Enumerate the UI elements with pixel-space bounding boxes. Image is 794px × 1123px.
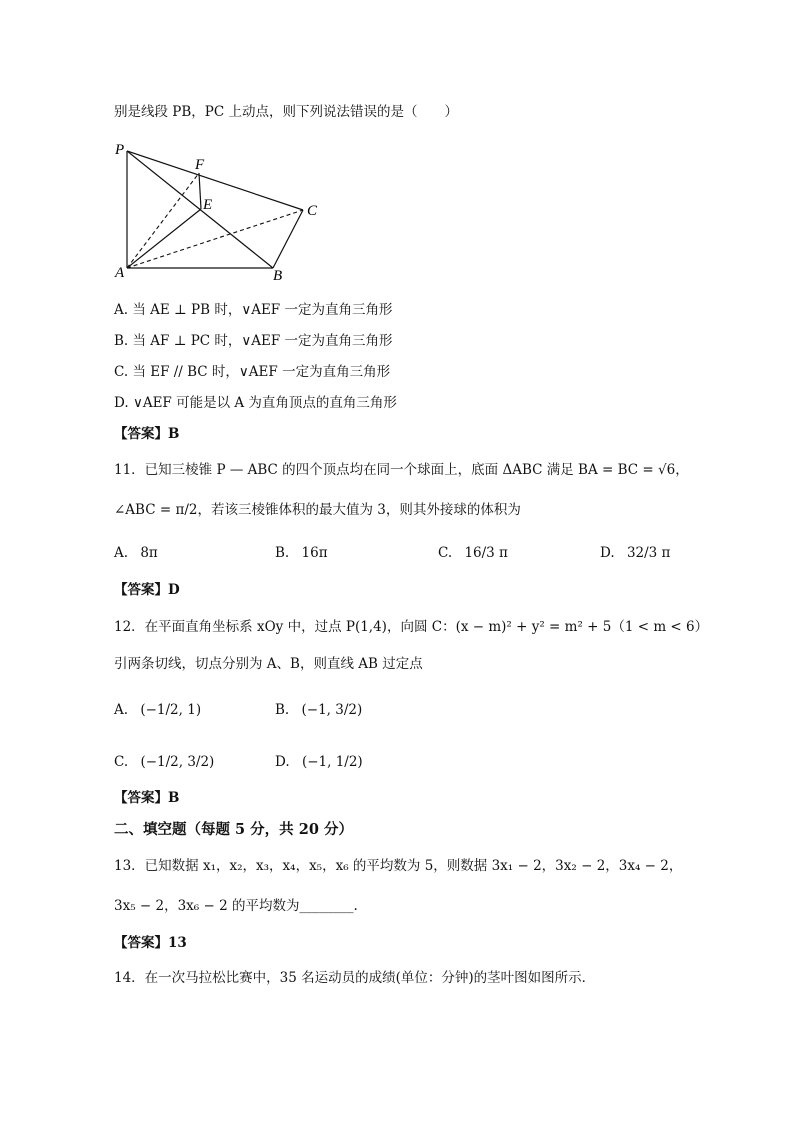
option-text: 8π <box>140 545 158 561</box>
option-text: 16/3 π <box>464 545 508 561</box>
q12-option-c <box>114 756 214 770</box>
q13-stem-line2: 3x₅ − 2，3x₆ − 2 的平均数为________. <box>114 898 358 914</box>
answer-value: 13 <box>168 935 187 951</box>
q12-answer <box>114 792 179 806</box>
q11-option-a <box>114 547 158 561</box>
q10-option-a <box>114 304 392 318</box>
section-title <box>114 823 353 838</box>
q10-stem-tail <box>114 106 458 120</box>
section-title-text: 二、填空题（每题 5 分，共 20 分） <box>114 821 353 838</box>
answer-label: 【答案】 <box>114 790 168 806</box>
q12-option-d <box>275 756 363 770</box>
option-letter: D. <box>114 395 129 411</box>
q10-option-b <box>114 335 393 349</box>
label-P: P <box>115 142 125 158</box>
answer-value: B <box>168 426 180 442</box>
q12-option-b <box>275 704 362 718</box>
q10-answer <box>114 428 179 442</box>
q13-line1 <box>114 860 682 874</box>
q10-option-d <box>114 397 397 411</box>
label-E: E <box>203 197 213 213</box>
answer-label: 【答案】 <box>114 935 168 951</box>
answer-label: 【答案】 <box>114 426 168 442</box>
option-text: 当 EF // BC 时，∨AEF 一定为直角三角形 <box>132 364 391 380</box>
q11-option-b <box>275 547 328 561</box>
option-letter: B. <box>275 702 290 718</box>
answer-label: 【答案】 <box>114 582 168 598</box>
q12-stem-line2: 引两条切线，切点分别为 A、B，则直线 AB 过定点 <box>114 656 423 672</box>
q12-line2 <box>114 658 423 672</box>
q14-stem-line1: 14．在一次马拉松比赛中，35 名运动员的成绩(单位：分钟)的茎叶图如图所示． <box>114 970 596 986</box>
q11-stem-line2: ∠ABC = π/2，若该三棱锥体积的最大值为 3，则其外接球的体积为 <box>114 502 521 518</box>
answer-value: B <box>168 790 180 806</box>
option-text: 当 AE ⊥ PB 时，∨AEF 一定为直角三角形 <box>132 302 393 318</box>
option-text: 32/3 π <box>626 545 671 561</box>
option-letter: B. <box>275 545 290 561</box>
option-letter: B. <box>114 333 129 349</box>
label-C: C <box>307 203 318 219</box>
option-letter: A. <box>114 302 129 318</box>
answer-value: D <box>168 582 180 598</box>
q11-answer <box>114 584 180 598</box>
q12-line1 <box>114 621 708 635</box>
option-letter: A. <box>114 545 129 561</box>
q10-stem-text: 别是线段 PB，PC 上动点，则下列说法错误的是（ ） <box>114 104 458 120</box>
option-letter: A. <box>114 702 129 718</box>
option-text: 当 AF ⊥ PC 时，∨AEF 一定为直角三角形 <box>132 333 393 349</box>
option-text: (−1, 1/2) <box>301 754 363 770</box>
label-A: A <box>115 265 125 281</box>
pyramid-diagram <box>112 140 332 285</box>
q11-line2 <box>114 504 521 518</box>
option-text: 16π <box>301 545 328 561</box>
option-letter: D. <box>600 545 615 561</box>
q10-option-c <box>114 366 390 380</box>
option-text: (−1, 3/2) <box>301 702 363 718</box>
label-F: F <box>195 157 205 173</box>
q14-line1 <box>114 972 595 986</box>
q12-option-a <box>114 704 201 718</box>
q11-option-d <box>600 547 670 561</box>
option-text: (−1/2, 1) <box>140 702 202 718</box>
q12-stem-line1: 12．在平面直角坐标系 xOy 中，过点 P(1,4)，向圆 C：(x − m)² + y² = m² + 5（1 < m < 6） <box>114 619 709 635</box>
q13-stem-line1: 13．已知数据 x₁，x₂，x₃，x₄，x₅，x₆ 的平均数为 5，则数据 3x₁ − 2，3x₂ − 2，3x₄ − 2， <box>114 858 683 874</box>
q10-figure <box>112 140 332 285</box>
q11-stem-line1: 11．已知三棱锥 P — ABC 的四个顶点均在同一个球面上，底面 ΔABC 满足 BA = BC = √6， <box>114 462 689 478</box>
label-B: B <box>273 268 283 284</box>
option-text: (−1/2, 3/2) <box>140 754 215 770</box>
option-letter: C. <box>438 545 453 561</box>
option-letter: C. <box>114 754 129 770</box>
q11-option-c <box>438 547 508 561</box>
option-letter: C. <box>114 364 129 380</box>
option-letter: D. <box>275 754 290 770</box>
option-text: ∨AEF 可能是以 A 为直角顶点的直角三角形 <box>132 395 397 411</box>
q13-answer <box>114 937 187 951</box>
q11-line1 <box>114 464 689 478</box>
q13-line2 <box>114 900 358 914</box>
